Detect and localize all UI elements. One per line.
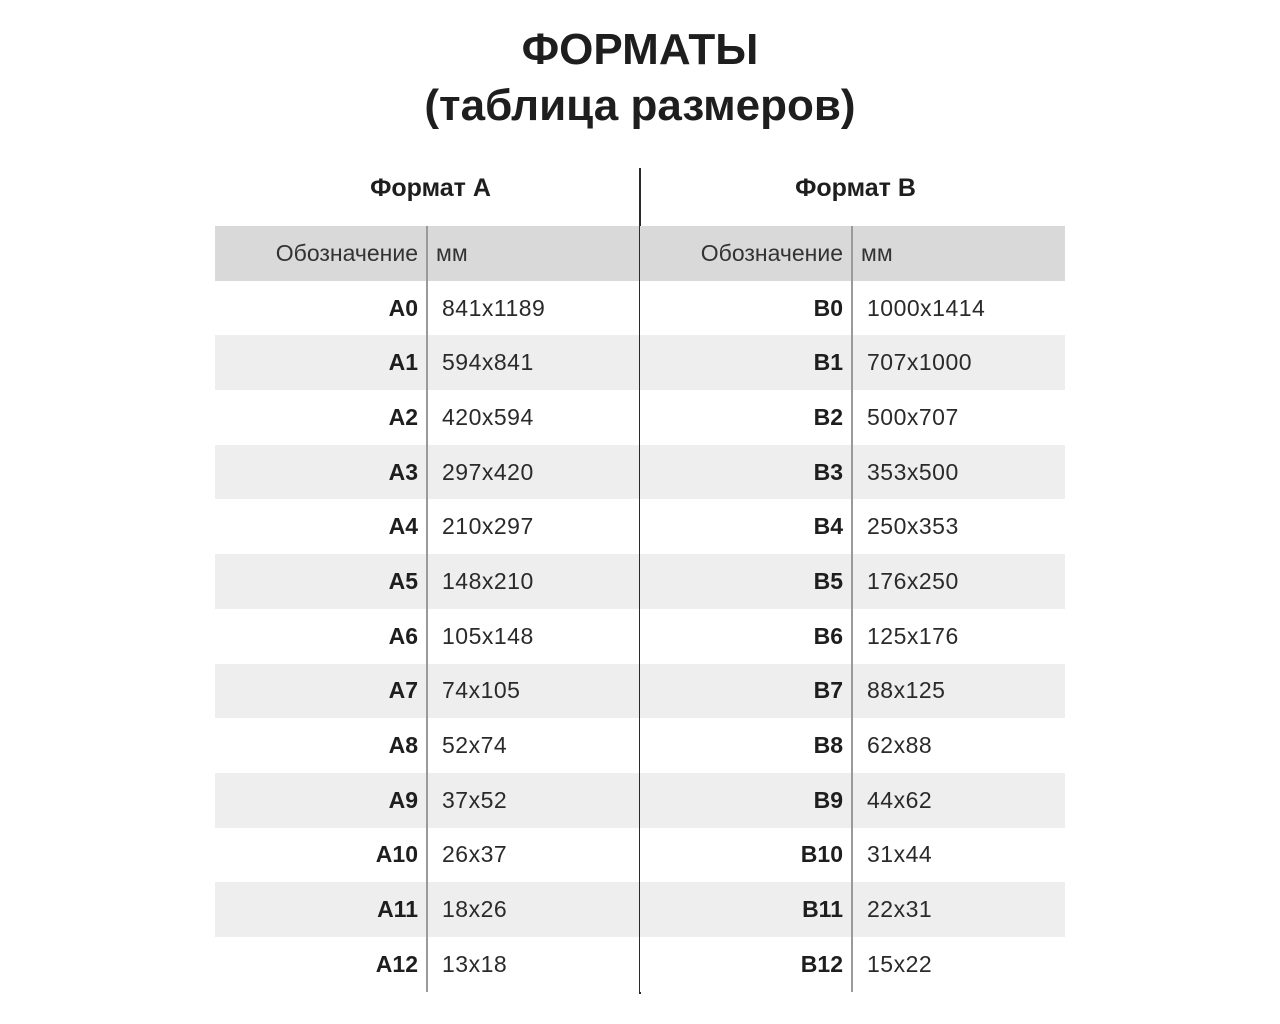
table-row [640,499,1065,554]
format-designation: B7 [640,664,852,719]
table-row [640,828,1065,883]
format-size-mm: 1000x1414 [852,281,1065,336]
format-designation: B12 [640,937,852,992]
table-row [640,718,1065,773]
format-designation: B5 [640,554,852,609]
table-row [640,609,1065,664]
format-size-mm: 88x125 [852,664,1065,719]
format-designation: A11 [215,882,427,937]
format-designation: B2 [640,390,852,445]
format-a-table [215,226,640,992]
table-row [215,390,640,445]
format-designation: A6 [215,609,427,664]
table-row [215,828,640,883]
table-header-row [215,226,640,281]
format-designation: A3 [215,445,427,500]
format-size-mm: 44x62 [852,773,1065,828]
table-row [640,281,1065,336]
format-designation: B3 [640,445,852,500]
format-designation: A5 [215,554,427,609]
table-row [215,281,640,336]
table-row [640,445,1065,500]
format-designation: B9 [640,773,852,828]
format-b-heading: Формат В [795,174,916,202]
format-designation: A12 [215,937,427,992]
format-size-mm: 62x88 [852,718,1065,773]
column-header-mm: мм [427,226,640,281]
column-header-designation: Обозначение [215,226,427,281]
format-size-mm: 22x31 [852,882,1065,937]
format-size-mm: 176x250 [852,554,1065,609]
format-size-mm: 13x18 [427,937,640,992]
table-row [640,390,1065,445]
table-row [215,499,640,554]
format-size-mm: 594x841 [427,335,640,390]
format-designation: B4 [640,499,852,554]
format-a-heading: Формат А [370,174,491,202]
format-designation: B11 [640,882,852,937]
table-row [215,664,640,719]
format-size-mm: 15x22 [852,937,1065,992]
format-size-mm: 353x500 [852,445,1065,500]
format-b-table-body [640,226,1065,992]
format-size-mm: 125x176 [852,609,1065,664]
format-size-mm: 148x210 [427,554,640,609]
table-row [640,554,1065,609]
format-b-panel [640,160,1065,992]
table-row [215,937,640,992]
format-size-mm: 52x74 [427,718,640,773]
format-size-mm: 250x353 [852,499,1065,554]
table-row [640,664,1065,719]
format-designation: A9 [215,773,427,828]
table-row [215,773,640,828]
format-designation: A2 [215,390,427,445]
format-size-mm: 31x44 [852,828,1065,883]
table-row [215,335,640,390]
format-size-mm: 210x297 [427,499,640,554]
table-row [640,335,1065,390]
format-size-mm: 297x420 [427,445,640,500]
page-title: ФОРМАТЫ [521,25,759,74]
table-row [215,554,640,609]
format-designation: A4 [215,499,427,554]
format-b-table [640,226,1065,992]
format-designation: B1 [640,335,852,390]
table-row [215,718,640,773]
format-designation: A7 [215,664,427,719]
format-size-mm: 37x52 [427,773,640,828]
page-subtitle: (таблица размеров) [424,81,856,130]
format-designation: B8 [640,718,852,773]
format-size-mm: 707x1000 [852,335,1065,390]
format-designation: B0 [640,281,852,336]
format-size-mm: 18x26 [427,882,640,937]
table-row [640,937,1065,992]
table-row [215,445,640,500]
format-designation: A0 [215,281,427,336]
format-designation: B10 [640,828,852,883]
format-designation: A1 [215,335,427,390]
table-row [640,773,1065,828]
format-designation: B6 [640,609,852,664]
format-size-mm: 105x148 [427,609,640,664]
format-designation: A8 [215,718,427,773]
table-header-row [640,226,1065,281]
format-size-mm: 420x594 [427,390,640,445]
format-size-mm: 26x37 [427,828,640,883]
format-a-table-body [215,226,640,992]
format-size-mm: 841x1189 [427,281,640,336]
format-a-panel [215,160,640,992]
column-header-mm: мм [852,226,1065,281]
column-header-designation: Обозначение [640,226,852,281]
table-row [640,882,1065,937]
table-row [215,609,640,664]
format-size-mm: 74x105 [427,664,640,719]
format-designation: A10 [215,828,427,883]
format-size-mm: 500x707 [852,390,1065,445]
table-row [215,882,640,937]
